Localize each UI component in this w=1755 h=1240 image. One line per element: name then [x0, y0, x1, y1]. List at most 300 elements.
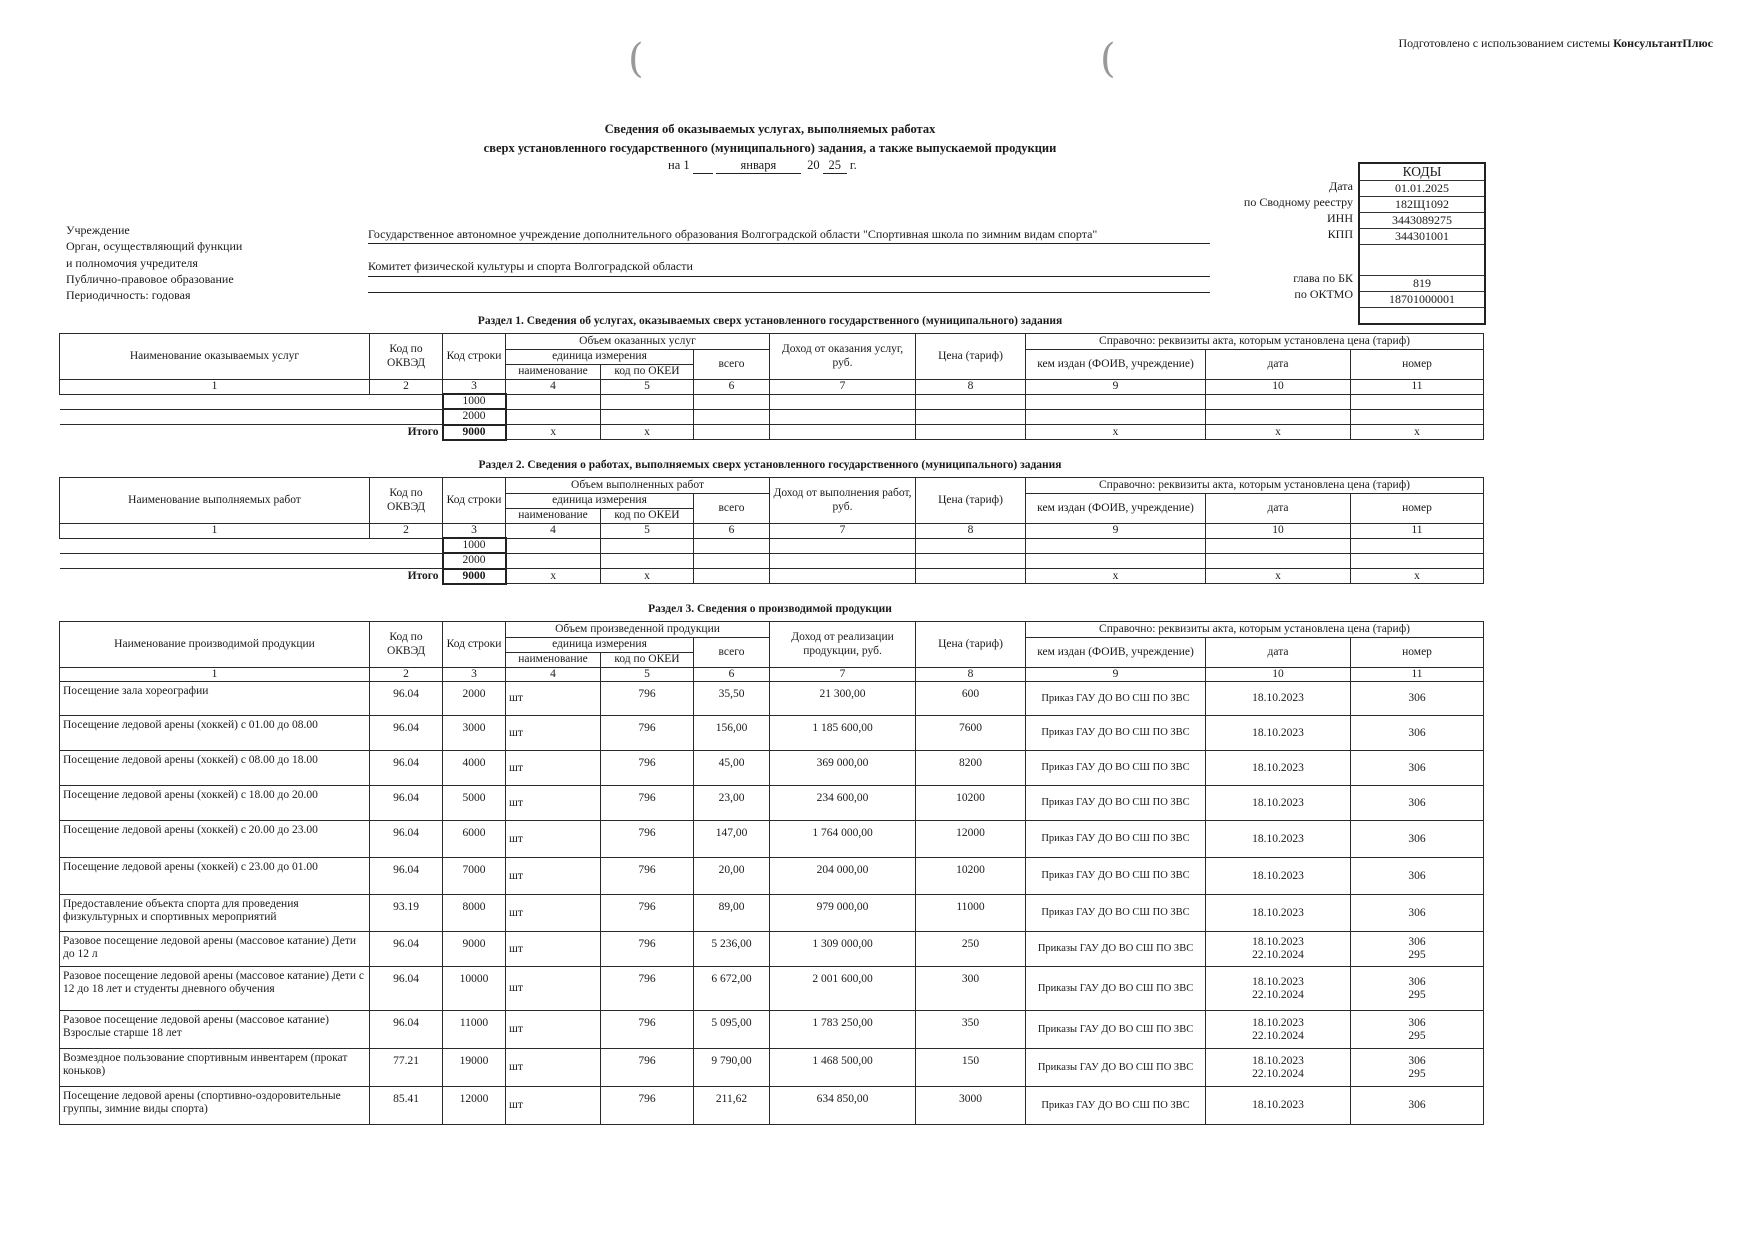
s3-price-header: Цена (тариф) [916, 622, 1026, 668]
s3-row-code: 9000 [443, 932, 506, 967]
s3-colnum: 3 [443, 668, 506, 682]
s3-row-code: 7000 [443, 858, 506, 895]
s3-date [1206, 1049, 1351, 1087]
s2-income-header: Доход от выполнения работ, руб. [770, 478, 916, 524]
s2-itogo-label: Итого [407, 569, 439, 582]
s3-date-primary: 18.10.2023 [1252, 1099, 1304, 1112]
table-row [60, 1049, 1484, 1087]
public-entity-line [368, 292, 1210, 293]
s2-code-header: Код строки [443, 478, 506, 524]
s3-product-name: Посещение ледовой арены (хоккей) с 18.00 до 20.00 [60, 786, 370, 821]
date-month: января [716, 158, 801, 174]
code-inn: 3443089275 [1359, 213, 1485, 229]
s3-date-primary: 18.10.2023 [1252, 796, 1304, 809]
s3-date-primary: 18.10.2023 [1252, 761, 1304, 774]
s3-income: 1 309 000,00 [770, 932, 916, 967]
s1-row-code: 2000 [443, 409, 506, 424]
label-public: Публично-правовое образование [66, 271, 234, 286]
s3-unit-name-header: наименование [506, 653, 601, 668]
date-year: 25 [823, 158, 847, 174]
s3-total: 89,00 [694, 895, 770, 932]
s3-okei: 796 [601, 858, 694, 895]
section2-title: Раздел 2. Сведения о работах, выполняемых сверх установленного государственного (муниципального) задания [478, 459, 1062, 471]
s3-issuer: Приказ ГАУ ДО ВО СШ ПО ЗВС [1026, 895, 1206, 932]
s2-x: x [1351, 569, 1484, 584]
s3-product-name: Посещение ледовой арены (спортивно-оздоровительные группы, зимние виды спорта) [60, 1087, 370, 1125]
s3-income: 1 468 500,00 [770, 1049, 916, 1087]
s3-row-code: 4000 [443, 751, 506, 786]
s3-number [1351, 821, 1484, 858]
s3-product-name: Разовое посещение ледовой арены (массовое катание) Дети до 12 л [60, 932, 370, 967]
s1-colnum: 2 [370, 380, 443, 395]
s2-okved-header: Код по ОКВЭД [370, 478, 443, 524]
s3-income: 234 600,00 [770, 786, 916, 821]
s3-unit: шт [506, 932, 601, 967]
s2-issuer-header: кем издан (ФОИВ, учреждение) [1026, 494, 1206, 524]
s2-total-header: всего [694, 494, 770, 524]
s1-okei-header: код по ОКЕИ [601, 365, 694, 380]
document-title-line1: Сведения об оказываемых услугах, выполняемых работах [604, 122, 936, 136]
s3-okved: 77.21 [370, 1049, 443, 1087]
s2-x: x [1206, 569, 1351, 584]
s3-okei: 796 [601, 821, 694, 858]
s3-colnum: 8 [916, 668, 1026, 682]
s3-price: 150 [916, 1049, 1026, 1087]
s3-total: 23,00 [694, 786, 770, 821]
s1-x: x [1026, 425, 1206, 440]
s3-number [1351, 751, 1484, 786]
table-row [60, 1087, 1484, 1125]
s3-number-primary: 306 [1408, 1016, 1426, 1029]
table-row [60, 895, 1484, 932]
s3-product-name: Посещение ледовой арены (хоккей) с 20.00 до 23.00 [60, 821, 370, 858]
s3-date [1206, 821, 1351, 858]
s1-colnum: 6 [694, 380, 770, 395]
s1-row-code: 1000 [443, 394, 506, 409]
s3-unit: шт [506, 1011, 601, 1049]
s2-colnum: 11 [1351, 524, 1484, 539]
s3-number [1351, 1049, 1484, 1087]
s3-number-secondary: 295 [1408, 988, 1426, 1001]
s3-price: 7600 [916, 716, 1026, 751]
s3-row-code: 2000 [443, 682, 506, 716]
table-row [60, 682, 1484, 716]
s3-issuer-header: кем издан (ФОИВ, учреждение) [1026, 638, 1206, 668]
s3-date [1206, 716, 1351, 751]
s3-number [1351, 682, 1484, 716]
report-date [668, 158, 857, 174]
s3-date-primary: 18.10.2023 [1252, 692, 1304, 705]
s3-row-code: 10000 [443, 967, 506, 1011]
s1-total-header: всего [694, 350, 770, 380]
s3-colnum: 4 [506, 668, 601, 682]
s3-total: 9 790,00 [694, 1049, 770, 1087]
s1-name-header: Наименование оказываемых услуг [60, 334, 370, 380]
code-kpp: 344301001 [1359, 229, 1485, 245]
s3-okved: 93.19 [370, 895, 443, 932]
table-row [60, 786, 1484, 821]
document-title-line2: сверх установленного государственного (муниципального) задания, а также выпускаемой продукции [483, 141, 1057, 155]
s3-date [1206, 751, 1351, 786]
s3-number-primary: 306 [1408, 832, 1426, 845]
scan-mark: ( [1100, 36, 1116, 82]
s2-colnum: 1 [60, 524, 370, 539]
s3-okei: 796 [601, 895, 694, 932]
s3-issuer: Приказ ГАУ ДО ВО СШ ПО ЗВС [1026, 1087, 1206, 1125]
s2-colnum: 5 [601, 524, 694, 539]
s3-issuer: Приказы ГАУ ДО ВО СШ ПО ЗВС [1026, 1049, 1206, 1087]
s3-number [1351, 858, 1484, 895]
s3-number-primary: 306 [1408, 796, 1426, 809]
s3-okei: 796 [601, 1011, 694, 1049]
institution-name: Государственное автономное учреждение дополнительного образования Волгоградской области "Спортивная школа по зимним видам спорта" [368, 227, 1210, 244]
s3-date-primary: 18.10.2023 [1252, 1016, 1304, 1029]
s3-unit: шт [506, 1087, 601, 1125]
s3-volume-header: Объем произведенной продукции [506, 622, 770, 638]
s3-unit: шт [506, 821, 601, 858]
codes-table [1358, 162, 1486, 325]
s3-total: 45,00 [694, 751, 770, 786]
consultant-text: Подготовлено с использованием системы [1398, 36, 1611, 50]
code-date: 01.01.2025 [1359, 181, 1485, 197]
s3-product-name: Разовое посещение ледовой арены (массовое катание) Взрослые старше 18 лет [60, 1011, 370, 1049]
s1-x: x [1206, 425, 1351, 440]
s3-price: 10200 [916, 786, 1026, 821]
s3-total: 35,50 [694, 682, 770, 716]
s3-income: 979 000,00 [770, 895, 916, 932]
s3-unit: шт [506, 786, 601, 821]
s3-date-primary: 18.10.2023 [1252, 936, 1304, 948]
s1-colnum: 10 [1206, 380, 1351, 395]
s3-price: 350 [916, 1011, 1026, 1049]
s3-date [1206, 1011, 1351, 1049]
s2-colnum: 4 [506, 524, 601, 539]
section2-table [59, 477, 1484, 585]
s3-number-secondary: 295 [1408, 1029, 1426, 1042]
s3-unit: шт [506, 751, 601, 786]
s3-okved: 96.04 [370, 821, 443, 858]
s3-issuer: Приказы ГАУ ДО ВО СШ ПО ЗВС [1026, 1011, 1206, 1049]
label-institution: Учреждение [66, 223, 130, 237]
s3-price: 3000 [916, 1087, 1026, 1125]
label-inn: ИНН [1327, 210, 1353, 225]
s3-date-header: дата [1206, 638, 1351, 668]
s3-date-primary: 18.10.2023 [1252, 726, 1304, 739]
s2-colnum: 2 [370, 524, 443, 539]
code-bk: 819 [1359, 276, 1485, 292]
s3-number-header: номер [1351, 638, 1484, 668]
s3-number-primary: 306 [1408, 726, 1426, 739]
s3-price: 12000 [916, 821, 1026, 858]
s3-income: 1 764 000,00 [770, 821, 916, 858]
s3-income: 1 783 250,00 [770, 1011, 916, 1049]
s3-okved: 96.04 [370, 786, 443, 821]
s3-colnum: 10 [1206, 668, 1351, 682]
s3-okved: 85.41 [370, 1087, 443, 1125]
s3-row-code: 5000 [443, 786, 506, 821]
s3-price: 8200 [916, 751, 1026, 786]
s3-price: 300 [916, 967, 1026, 1011]
s3-number-primary: 306 [1408, 975, 1426, 988]
s2-volume-header: Объем выполненных работ [506, 478, 770, 494]
s3-row-code: 11000 [443, 1011, 506, 1049]
codes-labels [1244, 179, 1353, 302]
s2-colnum: 6 [694, 524, 770, 539]
s3-income: 2 001 600,00 [770, 967, 916, 1011]
s1-itogo-label: Итого [407, 425, 439, 438]
s3-product-name: Возмездное пользование спортивным инвентарем (прокат коньков) [60, 1049, 370, 1087]
s3-unit: шт [506, 716, 601, 751]
label-periodicity: Периодичность: годовая [66, 288, 191, 303]
s3-total: 6 672,00 [694, 967, 770, 1011]
s3-number-primary: 306 [1408, 869, 1426, 882]
s3-total: 5 236,00 [694, 932, 770, 967]
s1-colnum: 4 [506, 380, 601, 395]
s2-x: x [506, 569, 601, 584]
code-registry: 182Щ1092 [1359, 197, 1485, 213]
code-empty [1359, 245, 1485, 276]
table-row [60, 932, 1484, 967]
s3-colnum: 6 [694, 668, 770, 682]
s3-unit: шт [506, 1049, 601, 1087]
s3-number [1351, 716, 1484, 751]
s3-total: 147,00 [694, 821, 770, 858]
date-day-blank [693, 158, 713, 174]
s3-colnum: 9 [1026, 668, 1206, 682]
s1-colnum: 3 [443, 380, 506, 395]
s3-issuer: Приказ ГАУ ДО ВО СШ ПО ЗВС [1026, 786, 1206, 821]
s3-row-code: 19000 [443, 1049, 506, 1087]
section1-title: Раздел 1. Сведения об услугах, оказываемых сверх установленного государственного (муниципального) задания [477, 315, 1063, 327]
label-registry: по Сводному реестру [1243, 194, 1353, 209]
s2-colnum: 3 [443, 524, 506, 539]
s3-income: 21 300,00 [770, 682, 916, 716]
s1-unit-header: единица измерения [506, 350, 694, 365]
label-bk: глава по БК [1293, 270, 1353, 285]
s3-okei: 796 [601, 786, 694, 821]
s3-date-primary: 18.10.2023 [1252, 832, 1304, 845]
s3-date-primary: 18.10.2023 [1252, 975, 1304, 988]
s3-row-code: 3000 [443, 716, 506, 751]
s2-row-code: 1000 [443, 538, 506, 553]
s3-unit: шт [506, 967, 601, 1011]
s3-income: 369 000,00 [770, 751, 916, 786]
s3-issuer: Приказ ГАУ ДО ВО СШ ПО ЗВС [1026, 858, 1206, 895]
s2-unit-header: единица измерения [506, 494, 694, 509]
s3-code-header: Код строки [443, 622, 506, 668]
s3-income: 1 185 600,00 [770, 716, 916, 751]
s2-colnum: 7 [770, 524, 916, 539]
s3-unit: шт [506, 895, 601, 932]
s3-price: 250 [916, 932, 1026, 967]
code-oktmo: 18701000001 [1359, 292, 1485, 308]
s2-reference-header: Справочно: реквизиты акта, которым установлена цена (тариф) [1026, 478, 1484, 494]
consultant-note [1398, 36, 1713, 51]
s3-okved: 96.04 [370, 751, 443, 786]
s3-row-code: 12000 [443, 1087, 506, 1125]
s1-unit-name-header: наименование [506, 365, 601, 380]
s3-price: 600 [916, 682, 1026, 716]
s3-price: 11000 [916, 895, 1026, 932]
s3-date-secondary: 22.10.2024 [1252, 949, 1304, 962]
s3-okei: 796 [601, 932, 694, 967]
s3-row-code: 6000 [443, 821, 506, 858]
s2-unit-name-header: наименование [506, 509, 601, 524]
s2-colnum: 9 [1026, 524, 1206, 539]
s1-income-header: Доход от оказания услуг, руб. [770, 334, 916, 380]
s3-colnum: 1 [60, 668, 370, 682]
s2-colnum: 8 [916, 524, 1026, 539]
consultant-brand: КонсультантПлюс [1613, 36, 1713, 50]
s3-okei: 796 [601, 716, 694, 751]
s1-number-header: номер [1351, 350, 1484, 380]
s1-price-header: Цена (тариф) [916, 334, 1026, 380]
s3-date [1206, 932, 1351, 967]
s3-date-primary: 18.10.2023 [1252, 906, 1304, 919]
label-date: Дата [1329, 179, 1353, 193]
s1-colnum: 5 [601, 380, 694, 395]
s1-volume-header: Объем оказанных услуг [506, 334, 770, 350]
s3-okved: 96.04 [370, 858, 443, 895]
s3-unit-header: единица измерения [506, 638, 694, 653]
s3-okved: 96.04 [370, 716, 443, 751]
label-kpp: КПП [1327, 226, 1353, 241]
s2-okei-header: код по ОКЕИ [601, 509, 694, 524]
s3-unit: шт [506, 858, 601, 895]
s1-colnum: 7 [770, 380, 916, 395]
s3-issuer: Приказы ГАУ ДО ВО СШ ПО ЗВС [1026, 967, 1206, 1011]
s3-total: 20,00 [694, 858, 770, 895]
s3-okei: 796 [601, 967, 694, 1011]
s1-colnum: 11 [1351, 380, 1484, 395]
s3-date-primary: 18.10.2023 [1252, 1054, 1304, 1067]
table-row [60, 1011, 1484, 1049]
s3-date-primary: 18.10.2023 [1252, 869, 1304, 882]
s3-date [1206, 682, 1351, 716]
s3-product-name: Посещение ледовой арены (хоккей) с 01.00 до 08.00 [60, 716, 370, 751]
founder-name: Комитет физической культуры и спорта Волгоградской области [368, 259, 1210, 277]
s3-income-header: Доход от реализации продукции, руб. [770, 622, 916, 668]
scan-mark: ( [628, 36, 644, 82]
section3-title: Раздел 3. Сведения о производимой продукции [648, 603, 892, 615]
s3-total: 5 095,00 [694, 1011, 770, 1049]
s3-reference-header: Справочно: реквизиты акта, которым установлена цена (тариф) [1026, 622, 1484, 638]
s3-income: 634 850,00 [770, 1087, 916, 1125]
s3-number [1351, 967, 1484, 1011]
s1-issuer-header: кем издан (ФОИВ, учреждение) [1026, 350, 1206, 380]
table-row [60, 716, 1484, 751]
table-row [60, 967, 1484, 1011]
s3-okei-header: код по ОКЕИ [601, 653, 694, 668]
s3-number-primary: 306 [1408, 1099, 1426, 1112]
s3-issuer: Приказ ГАУ ДО ВО СШ ПО ЗВС [1026, 751, 1206, 786]
s2-x: x [1026, 569, 1206, 584]
s3-okved: 96.04 [370, 967, 443, 1011]
s3-issuer: Приказы ГАУ ДО ВО СШ ПО ЗВС [1026, 932, 1206, 967]
s3-number-secondary: 295 [1408, 1067, 1426, 1080]
s3-okei: 796 [601, 682, 694, 716]
s3-colnum: 5 [601, 668, 694, 682]
s3-number [1351, 1087, 1484, 1125]
s2-date-header: дата [1206, 494, 1351, 524]
s3-total-header: всего [694, 638, 770, 668]
s3-colnum: 11 [1351, 668, 1484, 682]
s1-date-header: дата [1206, 350, 1351, 380]
s3-date [1206, 895, 1351, 932]
s2-colnum: 10 [1206, 524, 1351, 539]
s3-okei: 796 [601, 1087, 694, 1125]
s2-total-code: 9000 [443, 569, 506, 584]
table-row [60, 821, 1484, 858]
s3-okved: 96.04 [370, 682, 443, 716]
s3-issuer: Приказ ГАУ ДО ВО СШ ПО ЗВС [1026, 821, 1206, 858]
date-year-prefix: 20 [807, 158, 820, 172]
s3-total: 156,00 [694, 716, 770, 751]
s3-number-primary: 306 [1408, 936, 1426, 948]
s3-number [1351, 1011, 1484, 1049]
section1-table [59, 333, 1484, 441]
s3-date-secondary: 22.10.2024 [1252, 1067, 1304, 1080]
s1-colnum: 8 [916, 380, 1026, 395]
s3-date [1206, 786, 1351, 821]
s3-product-name: Посещение зала хореографии [60, 682, 370, 716]
s3-okei: 796 [601, 751, 694, 786]
s1-colnum: 1 [60, 380, 370, 395]
s2-number-header: номер [1351, 494, 1484, 524]
s3-row-code: 8000 [443, 895, 506, 932]
s3-number-secondary: 295 [1408, 949, 1426, 962]
s1-colnum: 9 [1026, 380, 1206, 395]
date-suffix: г. [849, 158, 857, 172]
table-row [60, 751, 1484, 786]
s3-okei: 796 [601, 1049, 694, 1087]
s3-date [1206, 858, 1351, 895]
s3-rows [60, 682, 1484, 1125]
s3-colnum: 7 [770, 668, 916, 682]
s3-number [1351, 895, 1484, 932]
label-founder-2: и полномочия учредителя [66, 255, 198, 270]
s3-date-secondary: 22.10.2024 [1252, 988, 1304, 1001]
s3-number-primary: 306 [1408, 761, 1426, 774]
s2-row-code: 2000 [443, 553, 506, 568]
s3-colnum: 2 [370, 668, 443, 682]
s3-date [1206, 967, 1351, 1011]
s2-price-header: Цена (тариф) [916, 478, 1026, 524]
s3-issuer: Приказ ГАУ ДО ВО СШ ПО ЗВС [1026, 716, 1206, 751]
s3-product-name: Предоставление объекта спорта для проведения физкультурных и спортивных мероприятий [60, 895, 370, 932]
s3-product-name: Посещение ледовой арены (хоккей) с 23.00 до 01.00 [60, 858, 370, 895]
s3-income: 204 000,00 [770, 858, 916, 895]
s3-number [1351, 786, 1484, 821]
s3-issuer: Приказ ГАУ ДО ВО СШ ПО ЗВС [1026, 682, 1206, 716]
s3-product-name: Посещение ледовой арены (хоккей) с 08.00 до 18.00 [60, 751, 370, 786]
s1-reference-header: Справочно: реквизиты акта, которым установлена цена (тариф) [1026, 334, 1484, 350]
s2-name-header: Наименование выполняемых работ [60, 478, 370, 524]
s3-okved: 96.04 [370, 932, 443, 967]
label-oktmo: по ОКТМО [1294, 286, 1353, 301]
s1-x: x [506, 425, 601, 440]
table-row [60, 858, 1484, 895]
codes-header: КОДЫ [1359, 163, 1485, 181]
s3-okved: 96.04 [370, 1011, 443, 1049]
date-prefix: на 1 [668, 158, 690, 172]
s3-date-secondary: 22.10.2024 [1252, 1029, 1304, 1042]
s3-date [1206, 1087, 1351, 1125]
s1-x: x [601, 425, 694, 440]
s2-x: x [601, 569, 694, 584]
org-labels [66, 222, 242, 303]
label-founder-1: Орган, осуществляющий функции [66, 239, 243, 254]
